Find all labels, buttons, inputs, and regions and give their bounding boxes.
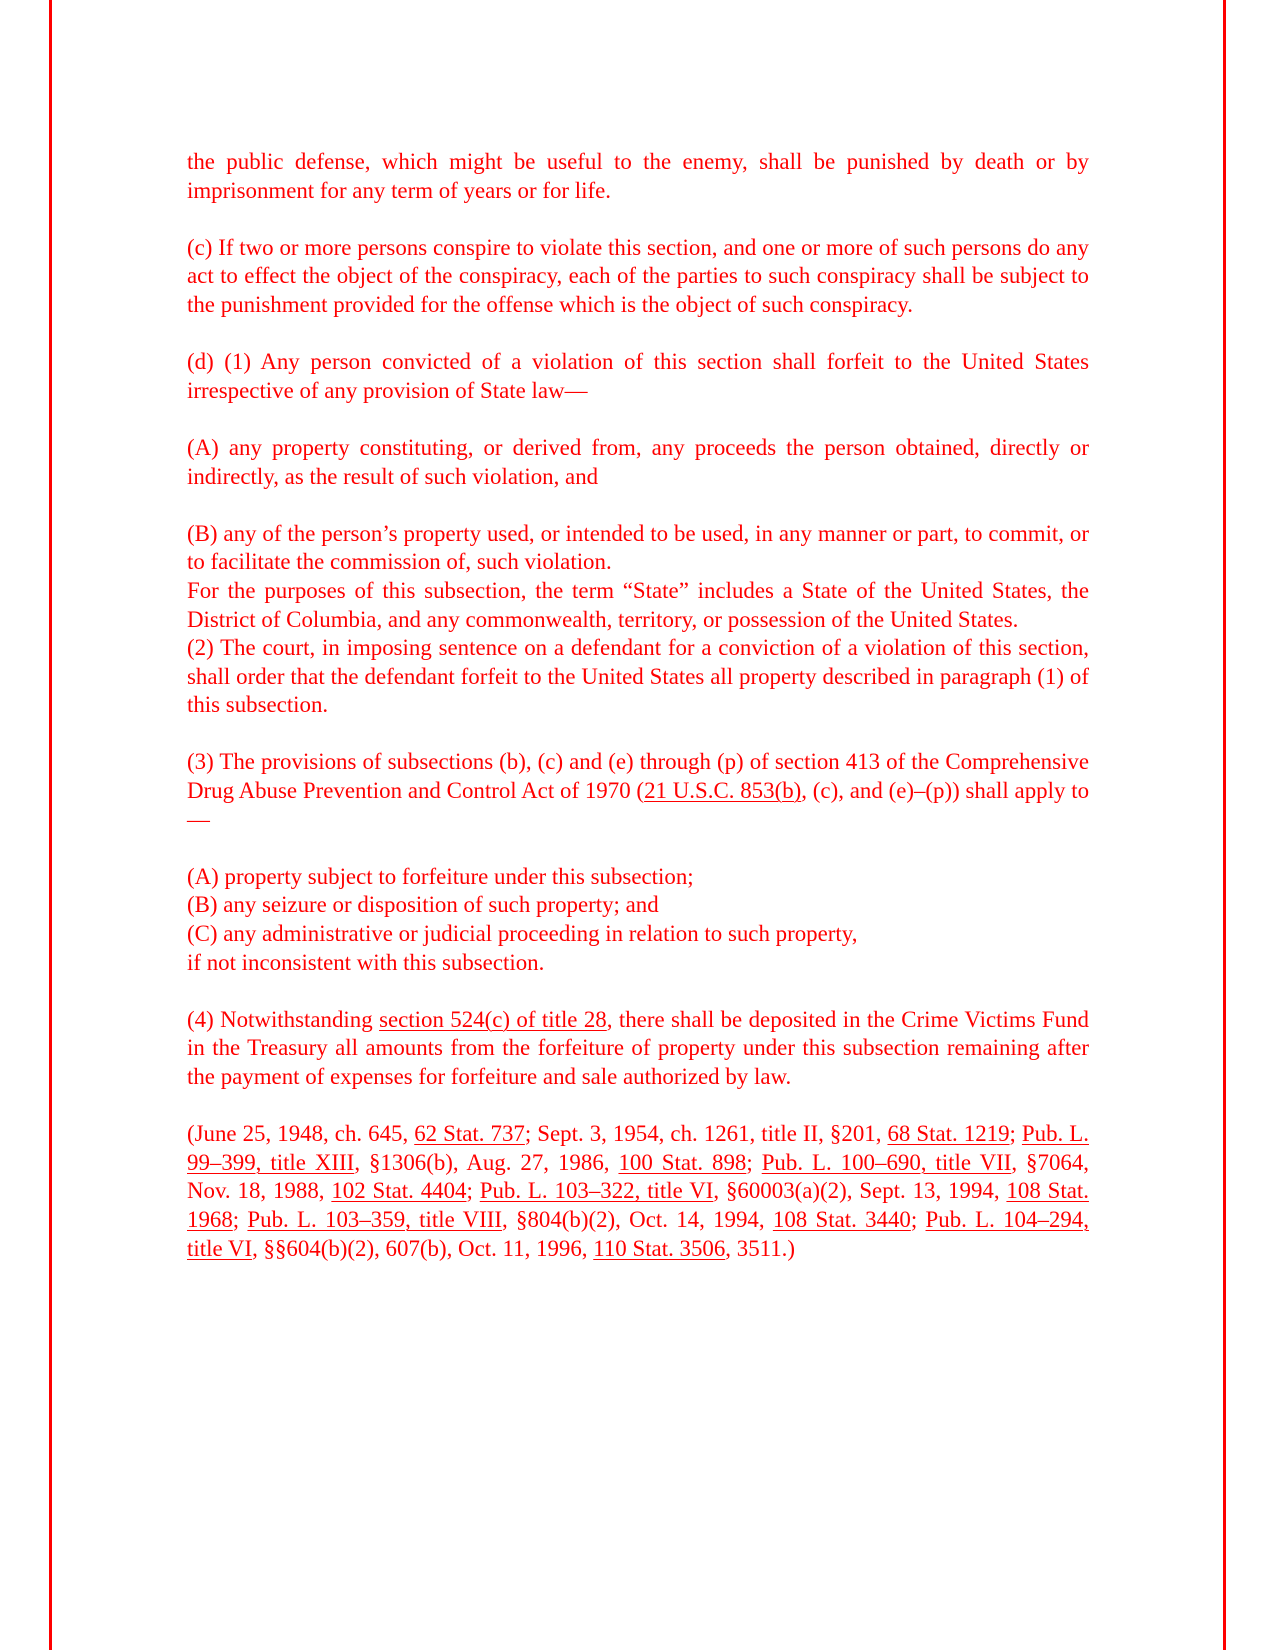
paragraph-d3-list <box>187 863 1089 977</box>
history-text: ; <box>910 1206 926 1232</box>
history-text: , §804(b)(2), Oct. 14, 1994, <box>502 1206 773 1232</box>
paragraph-d4-text-before: (4) Notwithstanding <box>187 1006 380 1032</box>
citation-link[interactable]: Pub. L. 104–294, title VI <box>187 1206 1089 1261</box>
history-text: , §§604(b)(2), 607(b), Oct. 11, 1996, <box>252 1235 594 1261</box>
citation-link[interactable]: 102 Stat. 4404 <box>331 1178 467 1204</box>
paragraph-b-continuation: the public defense, which might be useful to the enemy, shall be punished by death or by imprisonment for any term of years or for life. <box>187 149 1089 203</box>
paragraph-d1: (d) (1) Any person convicted of a violation of this section shall forfeit to the United States irrespective of any provision of State law— <box>187 349 1089 403</box>
page-border-right <box>1223 0 1226 1650</box>
list-item: (A) property subject to forfeiture under this subsection; <box>187 863 694 889</box>
page-border-left <box>49 0 52 1650</box>
history-text: ; <box>1009 1121 1022 1147</box>
paragraph-d1-b: (B) any of the person’s property used, or intended to be used, in any manner or part, to commit, or to facilitate the commission of, such violation. <box>187 520 1089 575</box>
citation-link[interactable]: 110 Stat. 3506 <box>593 1235 726 1261</box>
citation-link[interactable]: 108 Stat. 3440 <box>772 1206 911 1232</box>
paragraph-state-definition: For the purposes of this subsection, the term “State” includes a State of the United States, the District of Columbia, and any commonwealth, territory, or possession of the United States. <box>187 577 1089 632</box>
legislative-history <box>187 1120 1089 1263</box>
citation-link-section-524c-title-28[interactable]: section 524(c) of title 28 <box>379 1006 607 1032</box>
paragraph-d4-text-after: , there shall be deposited in the Crime Victims Fund in the Treasury all amounts from the forfeiture of property under this subsection remaining after the payment of expenses for forfeiture and sale authorized by law. <box>187 1006 1089 1089</box>
history-text: ; <box>466 1178 480 1204</box>
document-body <box>187 148 1089 1292</box>
history-text: ; Sept. 3, 1954, ch. 1261, title II, §201, <box>524 1121 888 1147</box>
history-text: ; <box>232 1206 248 1232</box>
paragraph-c: (c) If two or more persons conspire to violate this section, and one or more of such persons do any act to effect the object of the conspiracy, each of the parties to such conspiracy shall be subject to the punishment provided for the offense which is the object of such conspiracy. <box>187 234 1089 317</box>
paragraph-d3 <box>187 748 1089 834</box>
citation-link[interactable]: Pub. L. 103–322, title VI <box>479 1178 714 1204</box>
history-text: , §1306(b), Aug. 27, 1986, <box>354 1149 619 1175</box>
citation-link[interactable]: 108 Stat. 1968 <box>187 1178 1089 1232</box>
citation-link[interactable]: Pub. L. 103–359, title VIII <box>247 1206 502 1232</box>
paragraph-d4 <box>187 1006 1089 1092</box>
paragraph-d2: (2) The court, in imposing sentence on a defendant for a conviction of a violation of this section, shall order that the defendant forfeit to the United States all property described in paragraph (1) of this subsection. <box>187 635 1089 718</box>
citation-link-21-usc-853b[interactable]: 21 U.S.C. 853(b) <box>644 778 802 804</box>
history-text: , 3511.) <box>725 1235 796 1261</box>
citation-link[interactable]: Pub. L. 99–399, title XIII <box>187 1121 1089 1175</box>
paragraph-d3-text-after: , (c), and (e)–(p)) shall apply to— <box>187 778 1090 832</box>
list-item: (C) any administrative or judicial proceeding in relation to such property, <box>187 921 858 947</box>
citation-link[interactable]: Pub. L. 100–690, title VII <box>761 1149 1012 1175</box>
citation-link[interactable]: 62 Stat. 737 <box>414 1121 525 1147</box>
citation-link[interactable]: 100 Stat. 898 <box>618 1149 747 1175</box>
history-text: ; <box>746 1149 762 1175</box>
paragraph-d3-text-before: (3) The provisions of subsections (b), (c) and (e) through (p) of section 413 of the Comprehensive Drug Abuse Prevention and Control Act of 1970 ( <box>187 749 1089 804</box>
paragraph-d1-a: (A) any property constituting, or derived from, any proceeds the person obtained, directly or indirectly, as the result of such violation, and <box>187 434 1089 489</box>
history-text: (June 25, 1948, ch. 645, <box>187 1121 415 1147</box>
history-text: , §7064, Nov. 18, 1988, <box>187 1149 1090 1204</box>
citation-link[interactable]: 68 Stat. 1219 <box>887 1121 1010 1147</box>
history-text: , §60003(a)(2), Sept. 13, 1994, <box>713 1178 1007 1204</box>
list-item: if not inconsistent with this subsection. <box>187 949 545 975</box>
list-item: (B) any seizure or disposition of such property; and <box>187 892 659 918</box>
